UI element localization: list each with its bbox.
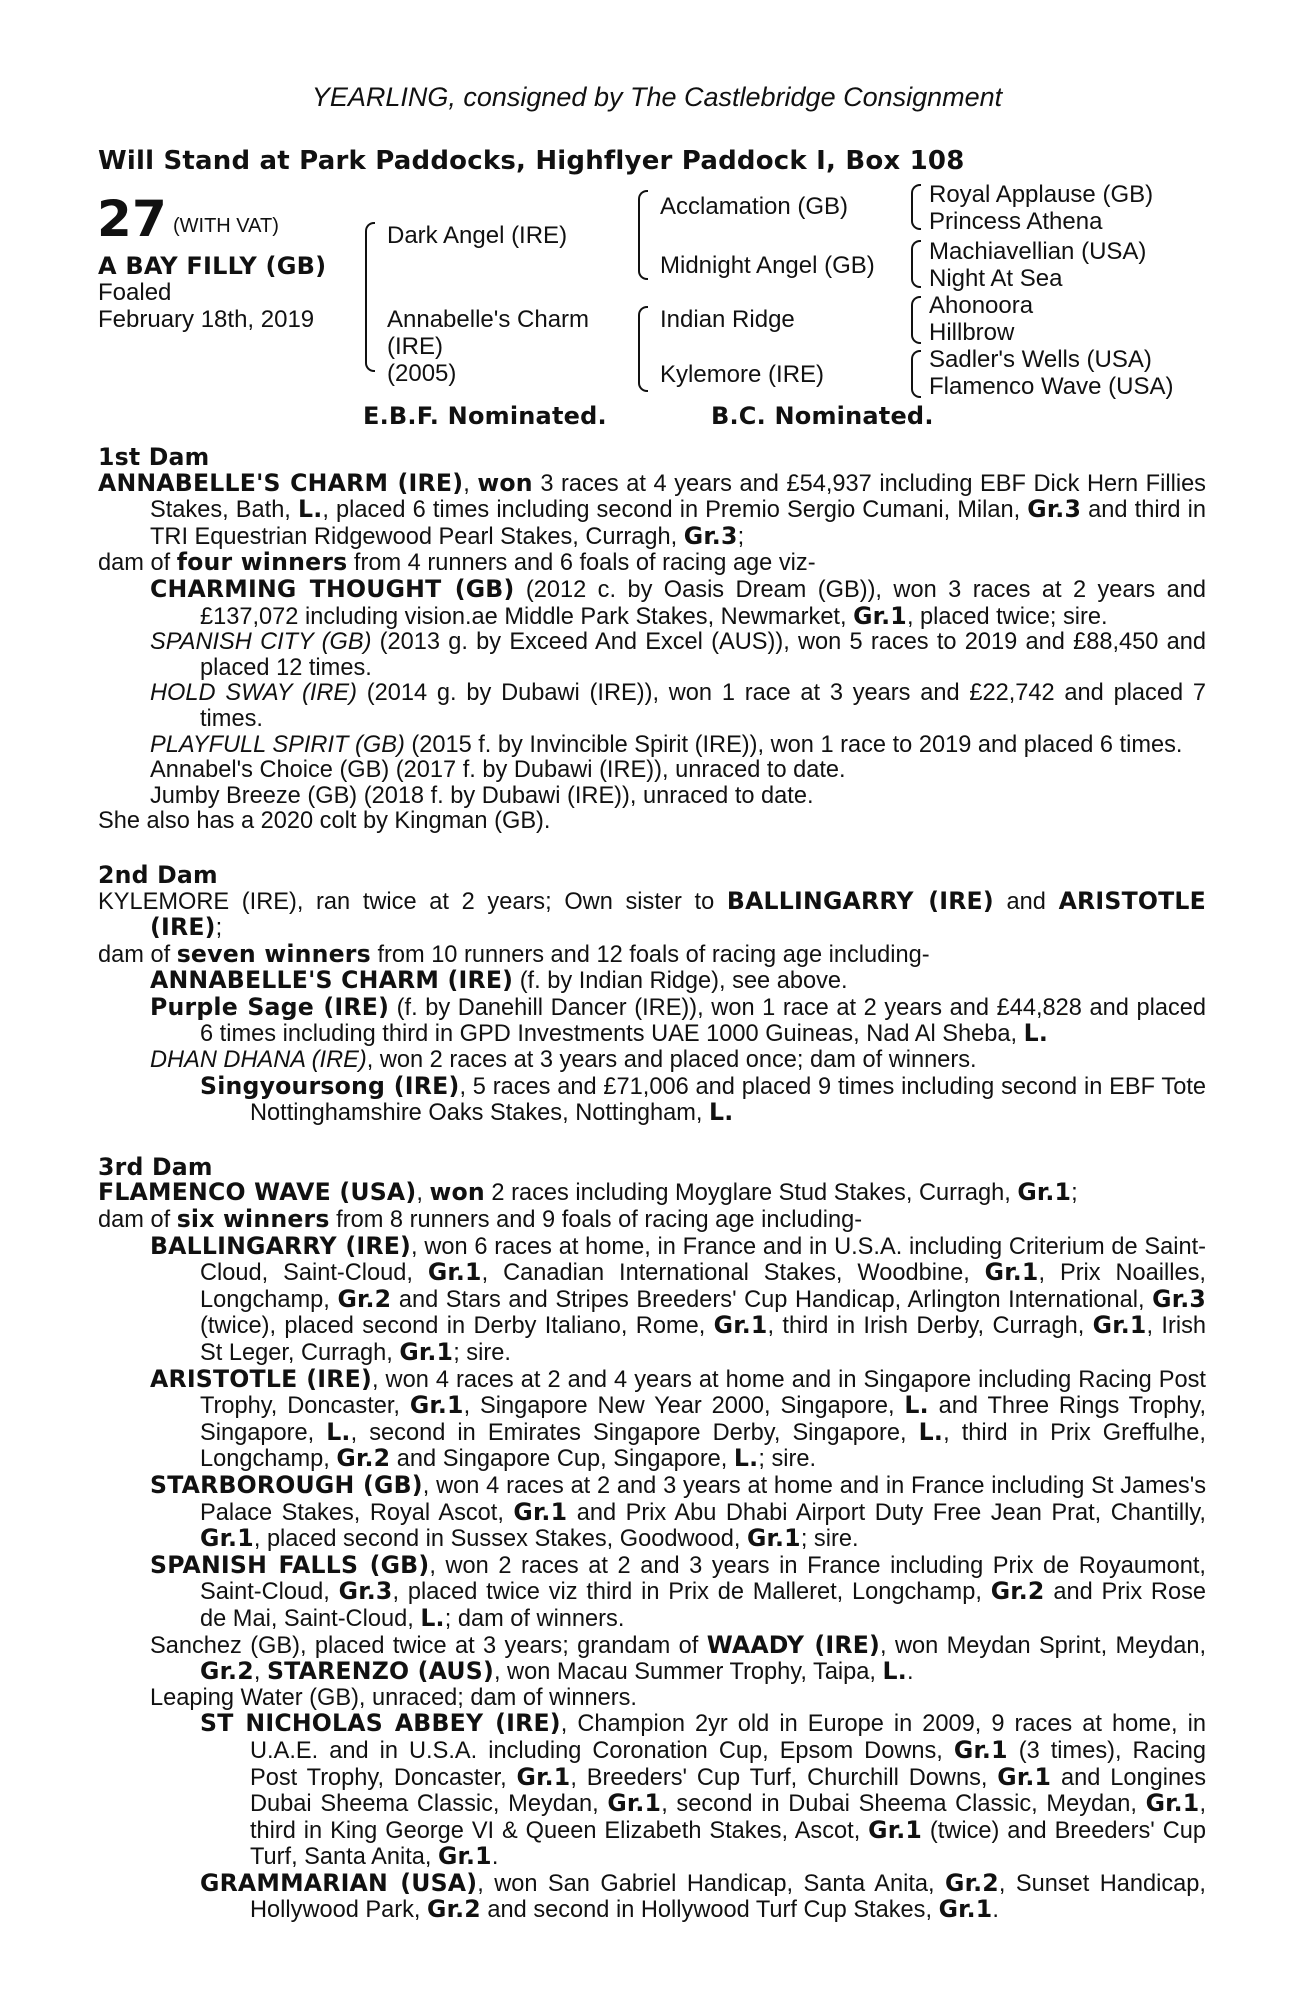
first-dam-produce-summary: dam of four winners from 4 runners and 6 foals of racing age viz- bbox=[98, 548, 816, 577]
produce-item: Jumby Breeze (GB) (2018 f. by Dubawi (IRE)), unraced to date. bbox=[150, 782, 814, 809]
produce-item: Sanchez (GB), placed twice at 3 years; grandam of WAADY (IRE), won Meydan Sprint, Meydan, Gr.2, STARENZO (AUS), won Macau Summer Trophy, Taipa, L.. bbox=[150, 1630, 1207, 1686]
pedigree-sire: Dark Angel (IRE) bbox=[387, 222, 568, 249]
pedigree-dam: Annabelle's Charm bbox=[387, 306, 590, 333]
pedigree-dam-sire: Indian Ridge bbox=[660, 306, 795, 333]
produce-item: ARISTOTLE (IRE), won 4 races at 2 and 4 years at home and in Singapore including Racing Post Trophy, Doncaster, Gr.1, Singapore New Year 2000, Singapore, L. and Three Rings Trophy, Singapore, L., second in Emirates Singapore Derby, Singapore, L., third in Prix Greffulhe, Longchamp, Gr.2 and Singapore Cup, Singapore, L.; sire. bbox=[150, 1364, 1207, 1473]
pedigree-brace bbox=[638, 190, 648, 280]
foaled-date: February 18th, 2019 bbox=[98, 306, 315, 333]
produce-item: Purple Sage (IRE) (f. by Danehill Dancer (IRE)), won 1 race at 2 years and £44,828 and placed 6 times including third in GPD Investments UAE 1000 Guineas, Nad Al Sheba, L. bbox=[150, 992, 1207, 1048]
third-dam-heading: 3rd Dam bbox=[98, 1152, 213, 1181]
pedigree-brace bbox=[911, 350, 921, 398]
produce-item: STARBOROUGH (GB), won 4 races at 2 and 3 years at home and in France including St James's Palace Stakes, Royal Ascot, Gr.1 and Prix Abu Dhabi Airport Duty Free Jean Prat, Chantilly, Gr.1, placed second in Sussex Stakes, Goodwood, Gr.1; sire. bbox=[150, 1470, 1206, 1553]
pedigree-ddd: Flamenco Wave (USA) bbox=[929, 373, 1174, 400]
foaled-label: Foaled bbox=[98, 279, 172, 306]
vat-note: (WITH VAT) bbox=[172, 215, 279, 237]
pedigree-sire-dam: Midnight Angel (GB) bbox=[660, 252, 875, 279]
bc-nominated: B.C. Nominated. bbox=[711, 402, 934, 430]
first-dam-heading: 1st Dam bbox=[98, 443, 210, 471]
grand-produce-item: Singyoursong (IRE), 5 races and £71,006 and placed 9 times including second in EBF Tote Nottinghamshire Oaks Stakes, Nottingham, L. bbox=[200, 1071, 1207, 1127]
first-dam-section bbox=[98, 445, 1206, 835]
third-dam-produce-summary: dam of six winners from 8 runners and 9 foals of racing age including- bbox=[98, 1205, 863, 1234]
produce-item: ANNABELLE'S CHARM (IRE) (f. by Indian Ridge), see above. bbox=[150, 966, 848, 995]
stand-location: Will Stand at Park Paddocks, Highflyer Paddock I, Box 108 bbox=[98, 146, 965, 176]
third-dam-section bbox=[98, 1152, 1207, 1924]
pedigree-sds: Machiavellian (USA) bbox=[929, 238, 1147, 265]
lot-number bbox=[97, 190, 279, 248]
first-dam-record: ANNABELLE'S CHARM (IRE), won 3 races at 4 years and £54,937 including EBF Dick Hern Fillies Stakes, Bath, L., placed 6 times including second in Premio Sergio Cumani, Milan, Gr.3 and third in TRI Equestrian Ridgewood Pearl Stakes, Curragh, Gr.3; bbox=[98, 468, 1206, 550]
produce-item: DHAN DHANA (IRE), won 2 races at 3 years and placed once; dam of winners. bbox=[150, 1047, 977, 1074]
pedigree-ssd: Princess Athena bbox=[929, 208, 1103, 235]
lot-number-value: 27 bbox=[97, 190, 167, 248]
pedigree-dds: Sadler's Wells (USA) bbox=[929, 346, 1152, 373]
catalogue-header: YEARLING, consigned by The Castlebridge Consignment bbox=[311, 82, 1003, 112]
third-dam-record: FLAMENCO WAVE (USA), won 2 races including Moyglare Stud Stakes, Curragh, Gr.1; bbox=[98, 1178, 1078, 1207]
pedigree-sdd: Night At Sea bbox=[929, 265, 1063, 292]
pedigree-dss: Ahonoora bbox=[929, 292, 1034, 319]
pedigree-brace bbox=[911, 296, 921, 344]
catalogue-body bbox=[98, 445, 1206, 1924]
pedigree-dam-country: (IRE) bbox=[387, 333, 443, 360]
second-dam-heading: 2nd Dam bbox=[98, 860, 218, 889]
pedigree-dam-year: (2005) bbox=[387, 360, 457, 387]
pedigree-dsd: Hillbrow bbox=[929, 319, 1015, 346]
produce-item: PLAYFULL SPIRIT (GB) (2015 f. by Invincible Spirit (IRE)), won 1 race to 2019 and placed 6 times. bbox=[150, 731, 1183, 758]
pedigree-brace bbox=[365, 222, 375, 372]
produce-item: CHARMING THOUGHT (GB) (2012 c. by Oasis Dream (GB)), won 3 races at 2 years and £137,072 including vision.ae Middle Park Stakes, Newmarket, Gr.1, placed twice; sire. bbox=[150, 574, 1206, 630]
second-dam-section bbox=[98, 860, 1207, 1127]
pedigree-brace bbox=[638, 306, 648, 392]
first-dam-note: She also has a 2020 colt by Kingman (GB). bbox=[98, 808, 551, 835]
produce-item: HOLD SWAY (IRE) (2014 g. by Dubawi (IRE)), won 1 race at 3 years and £22,742 and placed 7 times. bbox=[150, 680, 1206, 732]
produce-item: SPANISH CITY (GB) (2013 g. by Exceed And Excel (AUS)), won 5 races to 2019 and £88,450 and placed 12 times. bbox=[150, 629, 1206, 681]
pedigree-sire-sire: Acclamation (GB) bbox=[660, 193, 849, 220]
second-dam-record: KYLEMORE (IRE), ran twice at 2 years; Own sister to BALLINGARRY (IRE) and ARISTOTLE (IRE); bbox=[98, 886, 1206, 942]
ebf-nominated: E.B.F. Nominated. bbox=[363, 402, 607, 430]
produce-item: Leaping Water (GB), unraced; dam of winners. bbox=[150, 1684, 637, 1711]
produce-item: BALLINGARRY (IRE), won 6 races at home, in France and in U.S.A. including Criterium de Saint-Cloud, Saint-Cloud, Gr.1, Canadian International Stakes, Woodbine, Gr.1, Prix Noailles, Longchamp, Gr.2 and Stars and Stripes Breeders' Cup Handicap, Arlington International, Gr.3 (twice), placed second in Derby Italiano, Rome, Gr.1, third in Irish Derby, Curragh, Gr.1, Irish St Leger, Curragh, Gr.1; sire. bbox=[150, 1231, 1206, 1366]
pedigree-brace bbox=[911, 184, 921, 230]
pedigree-sss: Royal Applause (GB) bbox=[929, 181, 1154, 208]
lot-name: A BAY FILLY (GB) bbox=[98, 252, 327, 280]
grand-produce-item: ST NICHOLAS ABBEY (IRE), Champion 2yr old in Europe in 2009, 9 races at home, in U.A.E. and in U.S.A. including Coronation Cup, Epsom Downs, Gr.1 (3 times), Racing Post Trophy, Doncaster, Gr.1, Breeders' Cup Turf, Churchill Downs, Gr.1 and Longines Dubai Sheema Classic, Meydan, Gr.1, second in Dubai Sheema Classic, Meydan, Gr.1, third in King George VI & Queen Elizabeth Stakes, Ascot, Gr.1 (twice) and Breeders' Cup Turf, Santa Anita, Gr.1. bbox=[200, 1709, 1207, 1871]
produce-item: SPANISH FALLS (GB), won 2 races at 2 and 3 years in France including Prix de Royaumont, Saint-Cloud, Gr.3, placed twice viz third in Prix de Malleret, Longchamp, Gr.2 and Prix Rose de Mai, Saint-Cloud, L.; dam of winners. bbox=[150, 1550, 1207, 1632]
grand-produce-item: GRAMMARIAN (USA), won San Gabriel Handicap, Santa Anita, Gr.2, Sunset Handicap, Hollywood Park, Gr.2 and second in Hollywood Turf Cup Stakes, Gr.1. bbox=[200, 1868, 1206, 1924]
pedigree-dam-dam: Kylemore (IRE) bbox=[660, 361, 825, 388]
produce-item: Annabel's Choice (GB) (2017 f. by Dubawi (IRE)), unraced to date. bbox=[150, 757, 846, 784]
second-dam-produce-summary: dam of seven winners from 10 runners and 12 foals of racing age including- bbox=[98, 939, 930, 968]
pedigree-brace bbox=[911, 240, 921, 288]
